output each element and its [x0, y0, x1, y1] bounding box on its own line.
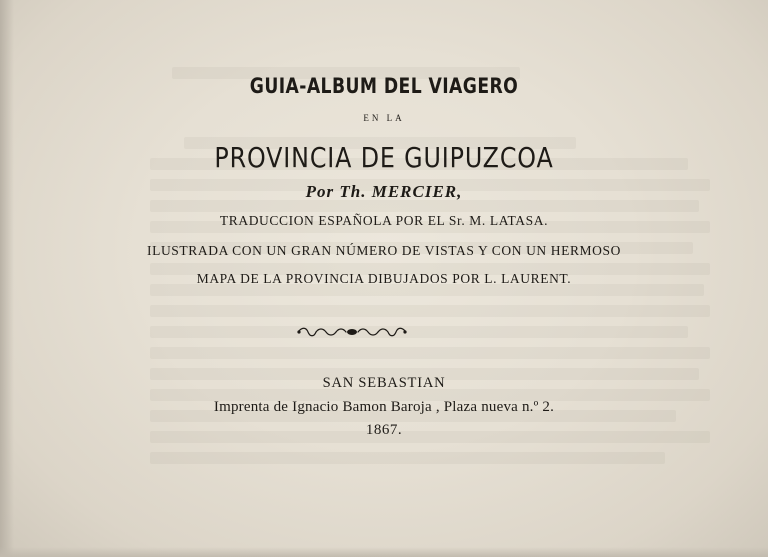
- imprint-year: 1867.: [365, 422, 403, 438]
- imprint-city: SAN SEBASTIAN: [322, 375, 446, 391]
- title-line-2: PROVINCIA DE GUIPUZCOA: [214, 141, 554, 174]
- illustration-line-1: ILUSTRADA CON UN GRAN NÚMERO DE VISTAS Y CON UN HERMOSO: [147, 243, 621, 258]
- title-connector: EN LA: [363, 113, 405, 123]
- title-line-1: GUIA-ALBUM DEL VIAGERO: [249, 74, 519, 98]
- illustration-line-2: MAPA DE LA PROVINCIA DIBUJADOS POR L. LAURENT.: [196, 271, 572, 286]
- author-line: Por Th. MERCIER,: [305, 182, 463, 201]
- translation-line: TRADUCCION ESPAÑOLA POR EL Sr. M. LATASA.: [219, 213, 549, 228]
- decorative-scroll-rule-icon: [296, 325, 408, 339]
- imprint-printer: Imprenta de Ignacio Bamon Baroja , Plaza nueva n.º 2.: [213, 399, 555, 415]
